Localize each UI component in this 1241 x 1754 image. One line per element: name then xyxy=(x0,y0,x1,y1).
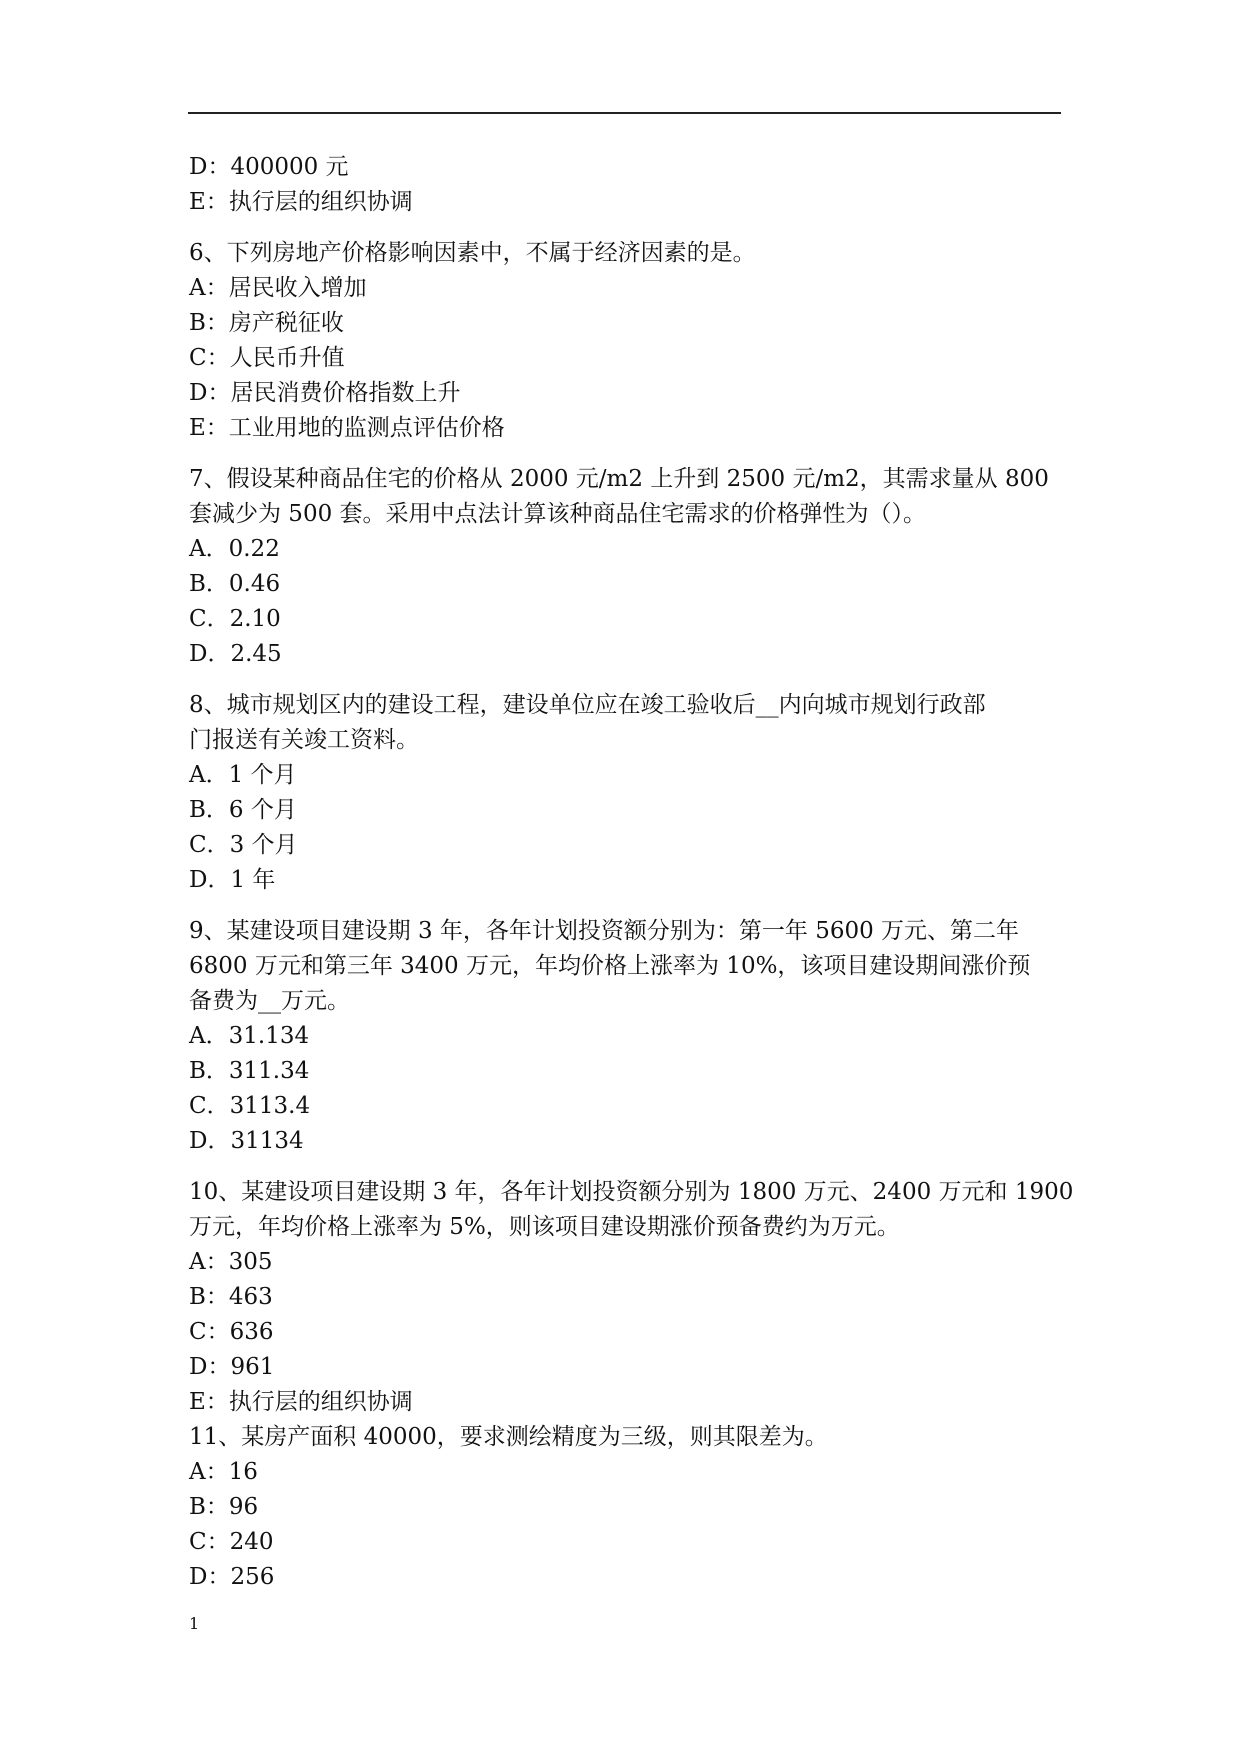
option-text: A：16 xyxy=(189,1459,258,1485)
question-stem: 6800 万元和第三年 3400 万元，年均价格上涨率为 10%，该项目建设期间涨价预 xyxy=(189,953,1031,979)
option-text: D．2.45 xyxy=(189,641,282,667)
document-body xyxy=(189,150,1074,1595)
option-text: B．6 个月 xyxy=(189,797,297,823)
option-text: E：工业用地的监测点评估价格 xyxy=(189,415,505,441)
option-text: E：执行层的组织协调 xyxy=(189,189,413,215)
option-text: E：执行层的组织协调 xyxy=(189,1389,413,1415)
option-text: C．2.10 xyxy=(189,606,281,632)
option-text: D．1 年 xyxy=(189,867,276,893)
question-stem: 9、某建设项目建设期 3 年，各年计划投资额分别为：第一年 5600 万元、第二年 xyxy=(189,918,1020,944)
option-text: D：961 xyxy=(189,1354,275,1380)
question-stem: 11、某房产面积 40000，要求测绘精度为三级，则其限差为。 xyxy=(189,1424,828,1450)
option-text: A．0.22 xyxy=(189,536,280,562)
option-text: C：人民币升值 xyxy=(189,345,345,371)
question-stem: 6、下列房地产价格影响因素中，不属于经济因素的是。 xyxy=(189,240,756,266)
option-text: A．31.134 xyxy=(189,1023,310,1049)
option-text: B．311.34 xyxy=(189,1058,310,1084)
option-text: B：463 xyxy=(189,1284,273,1310)
header-rule xyxy=(188,112,1061,114)
option-text: B．0.46 xyxy=(189,571,281,597)
option-text: C：240 xyxy=(189,1529,274,1555)
question-stem: 门报送有关竣工资料。 xyxy=(189,727,419,753)
option-text: D：400000 元 xyxy=(189,154,349,180)
option-text: A：居民收入增加 xyxy=(189,275,367,301)
option-text: C．3 个月 xyxy=(189,832,298,858)
question-stem: 备费为__万元。 xyxy=(189,988,350,1014)
question-8 xyxy=(189,688,1061,898)
question-11 xyxy=(189,1420,1061,1595)
question-9 xyxy=(189,914,1061,1159)
option-text: D：256 xyxy=(189,1564,275,1590)
option-text: B：96 xyxy=(189,1494,259,1520)
option-text: C．3113.4 xyxy=(189,1093,311,1119)
option-text: A．1 个月 xyxy=(189,762,297,788)
question-stem: 7、假设某种商品住宅的价格从 2000 元/m2 上升到 2500 元/m2，其需求量从 800 xyxy=(189,466,1049,492)
page-number: 1 xyxy=(189,1614,200,1633)
option-text: A：305 xyxy=(189,1249,273,1275)
question-stem: 8、城市规划区内的建设工程，建设单位应在竣工验收后__内向城市规划行政部 xyxy=(189,692,986,718)
question-stem: 10、某建设项目建设期 3 年，各年计划投资额分别为 1800 万元、2400 万元和 1900 xyxy=(189,1179,1074,1205)
question-7 xyxy=(189,462,1061,672)
question-stem: 套减少为 500 套。采用中点法计算该种商品住宅需求的价格弹性为（）。 xyxy=(189,501,927,527)
question-stem: 万元，年均价格上涨率为 5%，则该项目建设期涨价预备费约为万元。 xyxy=(189,1214,900,1240)
option-text: D．31134 xyxy=(189,1128,304,1154)
option-text: C：636 xyxy=(189,1319,274,1345)
question-10 xyxy=(189,1175,1074,1420)
option-text: D：居民消费价格指数上升 xyxy=(189,380,461,406)
question-6 xyxy=(189,236,1061,446)
option-text: B：房产税征收 xyxy=(189,310,344,336)
